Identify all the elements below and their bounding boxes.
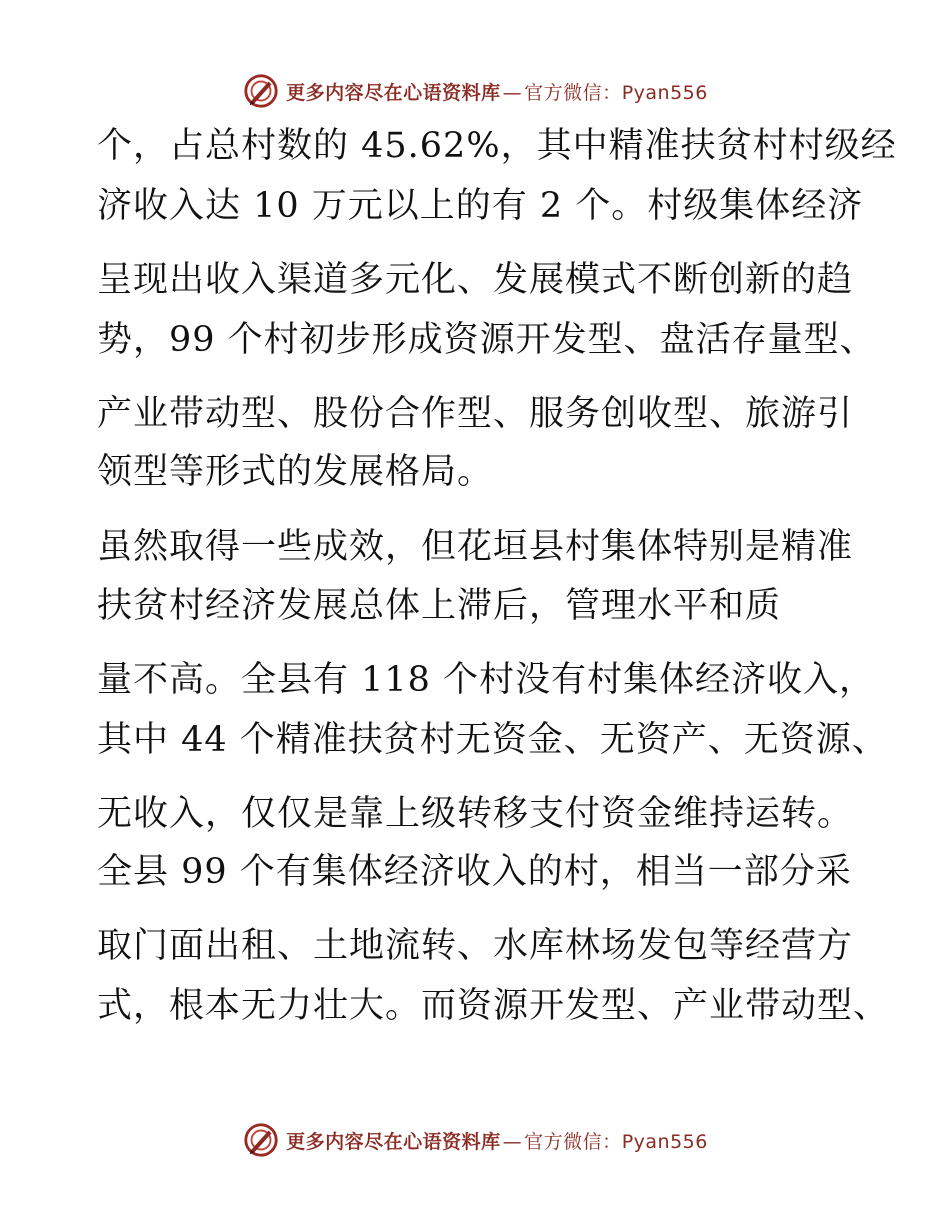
footer-banner [0, 1118, 950, 1162]
text-line: 无收入，仅仅是靠上级转移支付资金维持运转。 [97, 794, 854, 834]
text-line: 取门面出租、土地流转、水库林场发包等经营方 [97, 926, 854, 966]
pen-logo-icon [242, 1121, 280, 1159]
text-line: 式，根本无力壮大。而资源开发型、产业带动型、 [97, 986, 890, 1026]
text-line: 个，占总村数的 45.62%，其中精准扶贫村村级经 [97, 126, 897, 166]
text-line: 虽然取得一些成效，但花垣县村集体特别是精准 [97, 527, 854, 567]
text-line: 全县 99 个有集体经济收入的村，相当一部分采 [97, 852, 852, 892]
text-line: 其中 44 个精准扶贫村无资金、无资产、无资源、 [97, 720, 888, 760]
text-line: 扶贫村经济发展总体上滞后，管理水平和质 [97, 586, 782, 626]
text-line: 呈现出收入渠道多元化、发展模式不断创新的趋 [97, 260, 854, 300]
text-line: 领型等形式的发展格局。 [97, 452, 494, 492]
text-line: 量不高。全县有 118 个村没有村集体经济收入， [97, 660, 876, 700]
footer-text: 更多内容尽在心语资料库 — 官方微信：Pyan556 [286, 1130, 708, 1153]
text-line: 势，99 个村初步形成资源开发型、盘活存量型、 [97, 320, 876, 360]
text-line: 济收入达 10 万元以上的有 2 个。村级集体经济 [97, 186, 864, 226]
header-text: 更多内容尽在心语资料库 — 官方微信：Pyan556 [286, 81, 708, 104]
text-line: 产业带动型、股份合作型、服务创收型、旅游引 [97, 394, 854, 434]
